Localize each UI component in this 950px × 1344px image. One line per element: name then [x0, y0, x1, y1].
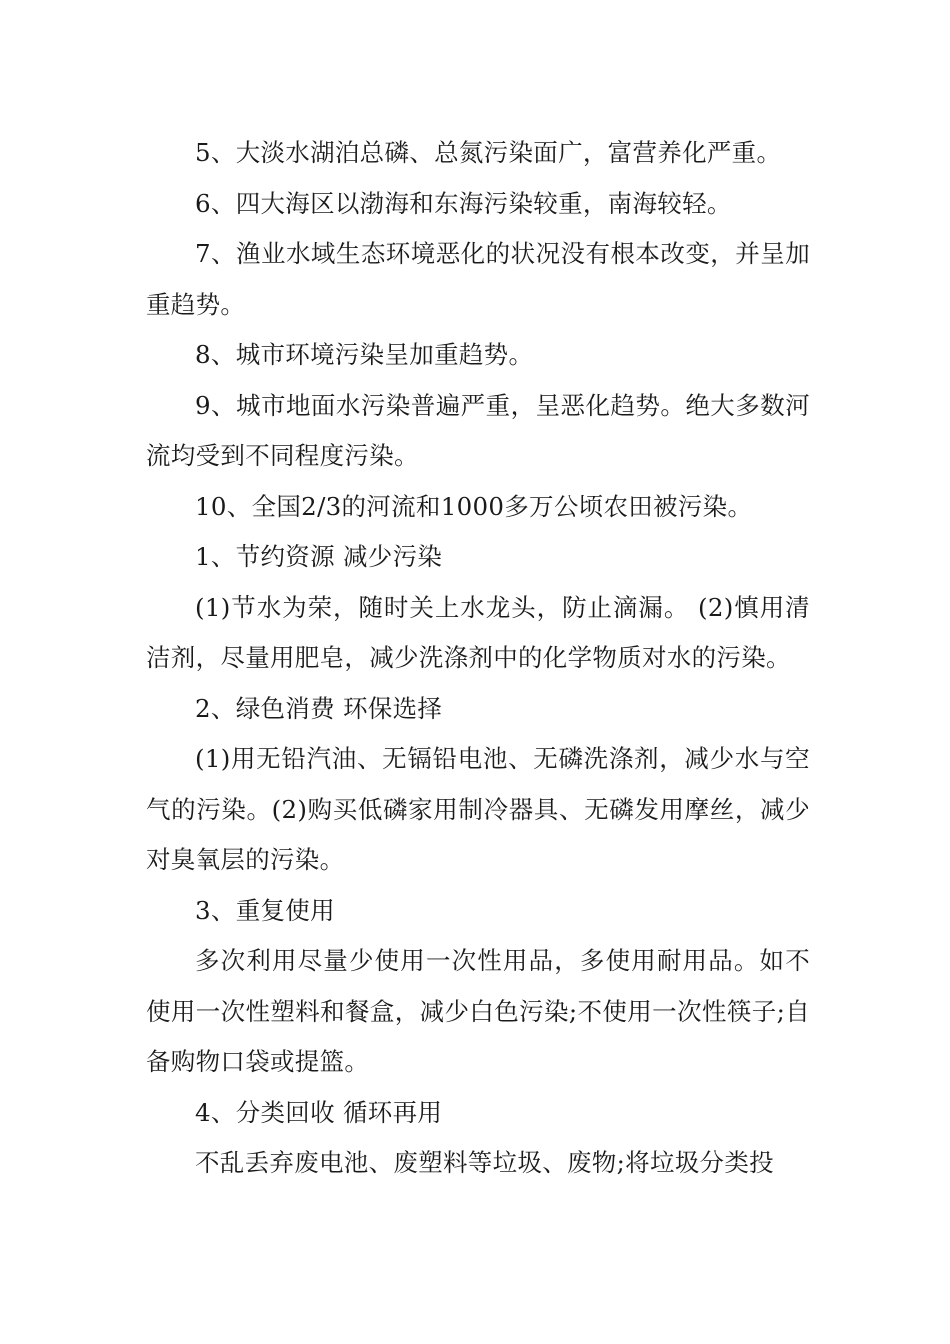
section-heading-recycle: 4、分类回收 循环再用	[195, 1097, 443, 1127]
paragraph-save-water: (1)节水为荣，随时关上水龙头，防止滴漏。 (2)慎用清洁剂，尽量用肥皂，减少洗涤剂中的化学物质对水的污染。	[146, 592, 810, 672]
paragraph-green-consumption: (1)用无铅汽油、无镉铅电池、无磷洗涤剂，减少水与空气的污染。(2)购买低磷家用制冷器具、无磷发用摩丝，减少对臭氧层的污染。	[146, 744, 810, 874]
section-heading-save-resources: 1、节约资源 减少污染	[195, 542, 443, 571]
paragraph-recycle: 不乱丢弃废电池、废塑料等垃圾、废物;将垃圾分类投	[195, 1148, 774, 1177]
paragraph-item-7: 7、渔业水域生态环境恶化的状况没有根本改变，并呈加重趋势。	[146, 239, 810, 319]
section-heading-green-consumption: 2、绿色消费 环保选择	[195, 693, 443, 723]
paragraph-reuse: 多次利用尽量少使用一次性用品，多使用耐用品。如不使用一次性塑料和餐盒，减少白色污染;不使用一次性筷子;自备购物口袋或提篮。	[146, 946, 810, 1076]
paragraph-item-6: 6、四大海区以渤海和东海污染较重，南海较轻。	[195, 188, 732, 218]
paragraph-item-8: 8、城市环境污染呈加重趋势。	[195, 340, 534, 369]
document-body	[146, 128, 810, 1189]
paragraph-item-10: 10、全国2/3的河流和1000多万公顷农田被污染。	[195, 491, 753, 521]
section-heading-reuse: 3、重复使用	[195, 895, 335, 925]
paragraph-item-9: 9、城市地面水污染普遍严重，呈恶化趋势。绝大多数河流均受到不同程度污染。	[146, 390, 810, 470]
paragraph-item-5: 5、大淡水湖泊总磷、总氮污染面广，富营养化严重。	[195, 138, 782, 167]
